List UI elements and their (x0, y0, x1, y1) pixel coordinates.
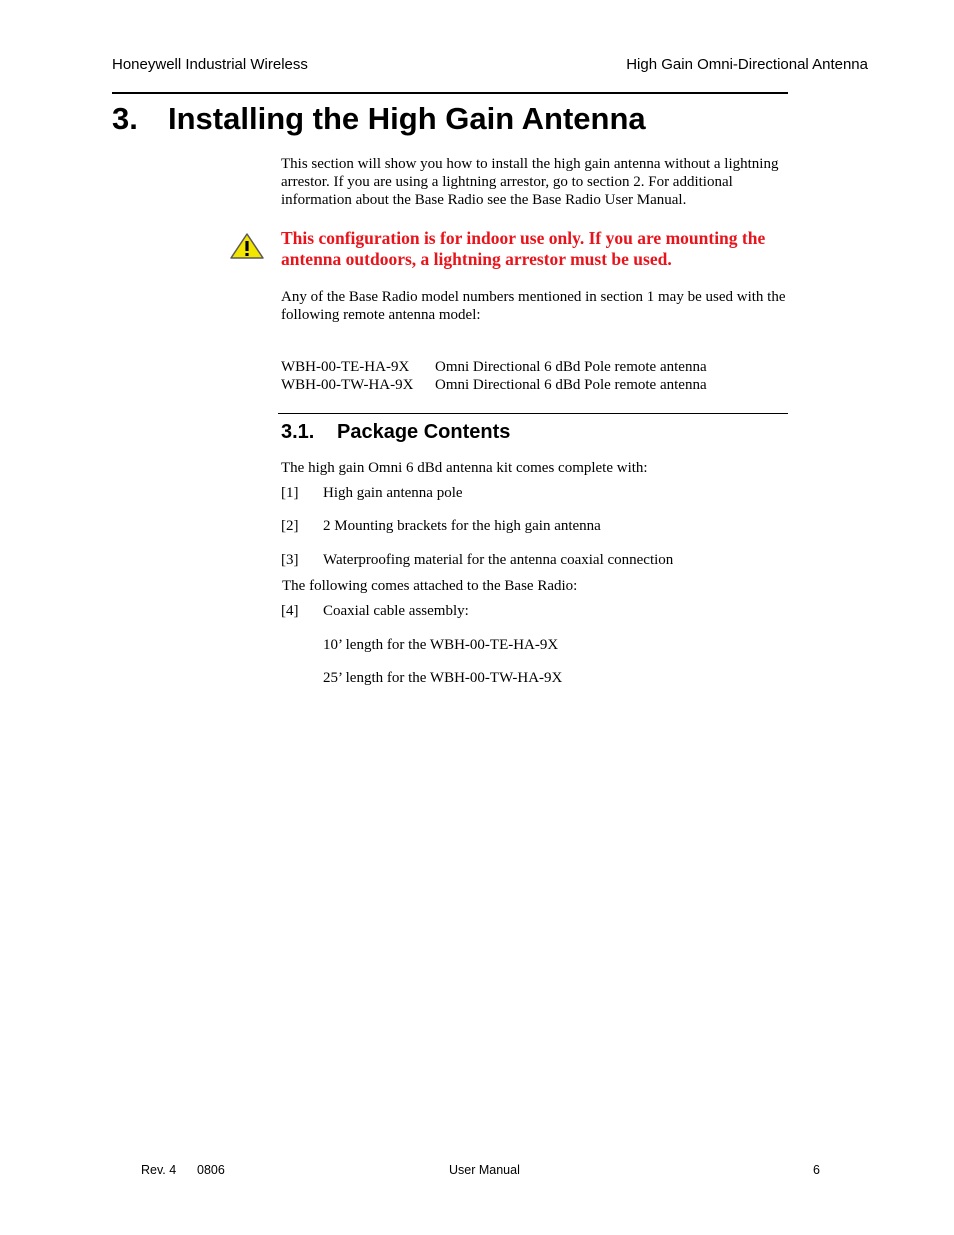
model-row (281, 377, 707, 394)
cable-length: 10’ length for the WBH-00-TE-HA-9X (323, 637, 559, 653)
models-intro: Any of the Base Radio model numbers mentioned in section 1 may be used with the following remote antenna model: (281, 289, 786, 323)
list-item-index: [4] (281, 603, 299, 619)
list-item-index: [1] (281, 485, 299, 501)
list-item (281, 552, 673, 569)
list-item-index: [2] (281, 518, 299, 534)
warning-message: This configuration is for indoor use only. If you are mounting the antenna outdoors, a lightning arrestor must be used. (281, 228, 766, 269)
model-description: Omni Directional 6 dBd Pole remote antenna (435, 359, 707, 375)
list-item-text: Coaxial cable assembly: (323, 603, 469, 619)
subsection-number: 3.1. (281, 421, 315, 443)
section-title: Installing the High Gain Antenna (168, 101, 646, 136)
cable-length: 25’ length for the WBH-00-TW-HA-9X (323, 670, 563, 686)
footer-doc-type: User Manual (449, 1163, 520, 1177)
section-intro: This section will show you how to install the high gain antenna without a lightning arrestor. If you are using a lightning arrestor, go to section 2. For additional information about the Base Radio see the Base Radio User Manual. (281, 156, 779, 208)
subsection-heading (281, 421, 510, 444)
footer-rev: Rev. 4 (141, 1163, 177, 1177)
attached-intro: The following comes attached to the Base Radio: (282, 578, 578, 594)
section-number: 3. (112, 101, 138, 136)
list-item-text: 2 Mounting brackets for the high gain antenna (323, 518, 601, 534)
list-item-text: Waterproofing material for the antenna coaxial connection (323, 552, 674, 568)
list-item-index: [3] (281, 552, 299, 568)
kit-intro: The high gain Omni 6 dBd antenna kit comes complete with: (281, 460, 648, 476)
model-row (281, 359, 707, 376)
subsection-title: Package Contents (337, 421, 511, 443)
section-heading (112, 101, 646, 137)
header-left: Honeywell Industrial Wireless (112, 56, 308, 73)
model-code: WBH-00-TE-HA-9X (281, 359, 410, 375)
list-item (281, 518, 601, 535)
subsection-rule (278, 413, 788, 414)
warning-triangle-icon (229, 232, 265, 260)
footer-date: 0806 (197, 1163, 225, 1177)
footer-page-number: 6 (813, 1163, 820, 1177)
list-item-text: High gain antenna pole (323, 485, 463, 501)
header-right: High Gain Omni-Directional Antenna (626, 56, 868, 73)
header-rule (112, 92, 788, 94)
list-item (281, 485, 463, 502)
list-item (281, 603, 469, 620)
model-description: Omni Directional 6 dBd Pole remote antenna (435, 377, 707, 393)
model-code: WBH-00-TW-HA-9X (281, 377, 414, 393)
